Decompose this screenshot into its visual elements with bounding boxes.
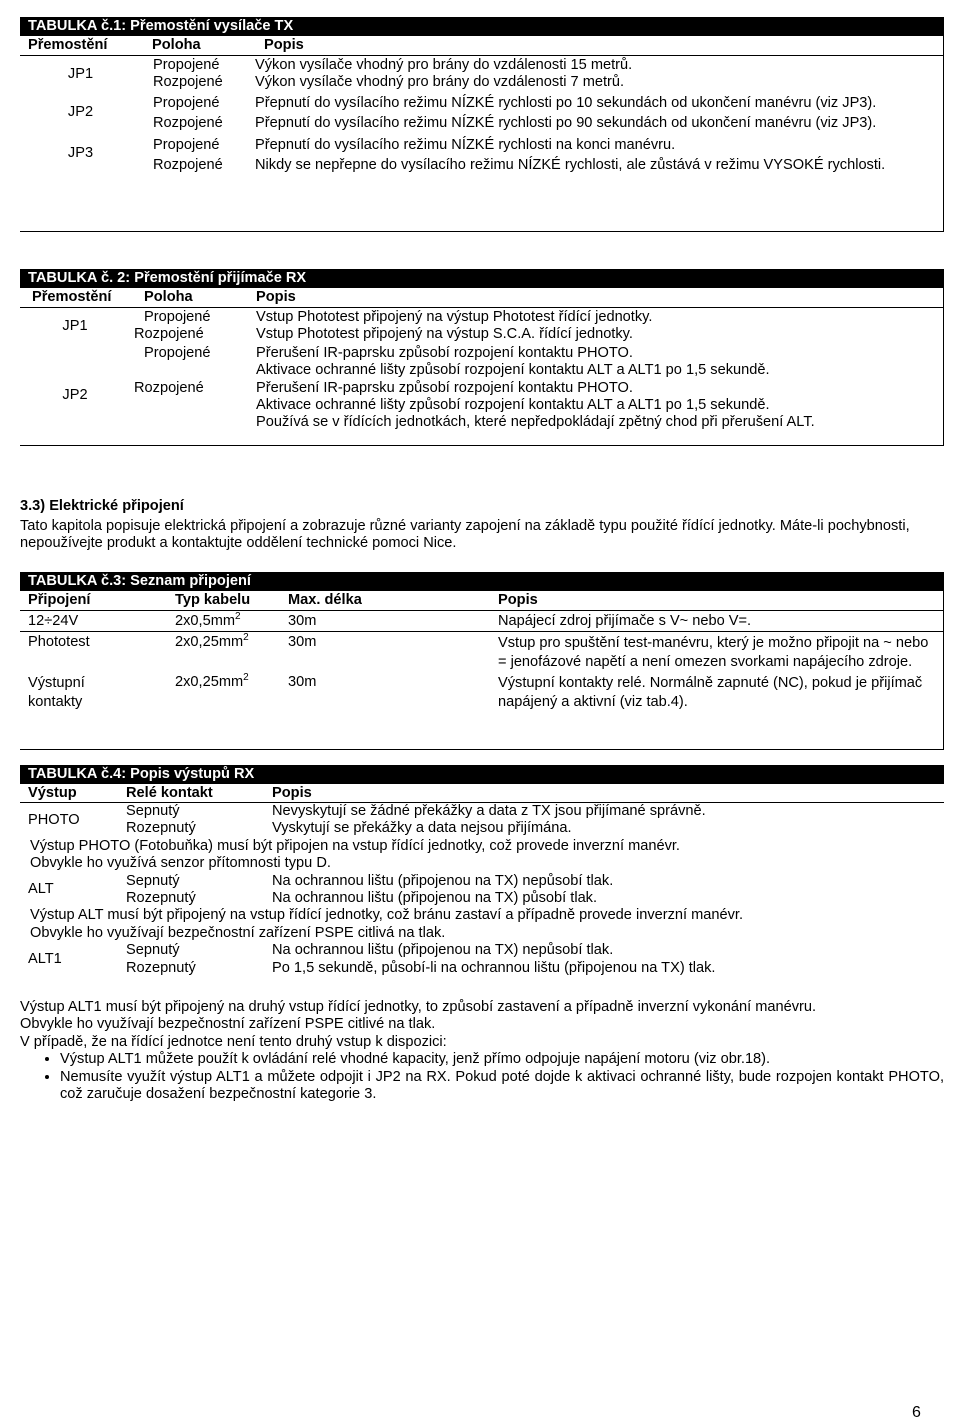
- page-number: 6: [912, 1404, 921, 1421]
- table-1: [20, 17, 944, 232]
- table-row: [141, 137, 943, 154]
- desc-cell: Napájecí zdroj přijímače s V~ nebo V=.: [498, 613, 752, 629]
- table-4-group-alt1: [20, 942, 944, 977]
- output-label: ALT: [28, 881, 54, 898]
- table-row: [126, 942, 944, 959]
- table-row: [20, 674, 943, 711]
- table-1-group-jp1: [20, 57, 943, 92]
- table-4-header-desc: Popis: [272, 785, 312, 801]
- desc-cell: Na ochrannou lištu (připojenou na TX) působí tlak.: [272, 890, 598, 907]
- table-row: [126, 820, 944, 837]
- list-item: • Výstup ALT1 můžete použít k ovládání relé vhodné kapacity, jenž přímo odpojuje napájení motoru (viz obr.18).: [60, 1051, 944, 1068]
- cable-value: 2x0,25mm: [175, 634, 244, 651]
- table-4-group-photo: [20, 803, 944, 838]
- description-cell: Vstup Phototest připojený na výstup S.C.A. řídící jednotky.: [256, 326, 633, 343]
- jumper-label: JP2: [67, 103, 94, 120]
- position-cell: Rozpojené: [153, 115, 223, 132]
- table-3-header-rule: [20, 610, 943, 611]
- cable-superscript: 2: [243, 672, 249, 684]
- table-3-header-row: [20, 591, 943, 610]
- table-1-title: TABULKA č.1: Přemostění vysílače TX: [20, 17, 943, 36]
- table-2-group-jp2: [20, 344, 943, 448]
- relay-cell: Sepnutý: [126, 942, 180, 959]
- table-1-header-position: Poloha: [152, 37, 201, 53]
- table-4-header-relay: Relé kontakt: [126, 785, 213, 801]
- cable-cell: [175, 674, 288, 711]
- table-1-header-row: [20, 36, 943, 55]
- description-cell: Vstup Phototest připojený na výstup Phototest řídící jednotky.: [256, 309, 653, 325]
- table-3-header-cable: Typ kabelu: [175, 592, 251, 608]
- output-label: ALT1: [28, 950, 62, 967]
- table-2-header-row: [20, 288, 943, 307]
- output-label: PHOTO: [28, 811, 80, 828]
- table-3-header-length: Max. délka: [288, 592, 362, 608]
- table-row: [126, 803, 944, 820]
- table-1-group-jp2: [20, 92, 943, 133]
- table-1-header-rule: [20, 55, 943, 56]
- position-cell: Rozpojené: [134, 326, 204, 343]
- table-row: [141, 57, 943, 74]
- length-cell: 30m: [288, 674, 317, 691]
- description-cell: Přepnutí do vysílacího režimu NÍZKÉ rychlosti po 90 sekundách od ukončení manévru (viz JP3).: [255, 115, 877, 132]
- description-cell: Nikdy se nepřepne do vysílacího režimu NÍZKÉ rychlosti, ale zůstává v režimu VYSOKÉ rychlosti.: [255, 157, 886, 174]
- table-4-header-row: [20, 784, 944, 802]
- description-line: Aktivace ochranné lišty způsobí rozpojení kontaktu ALT a ALT1 po 1,5 sekundě.: [256, 362, 770, 379]
- table-4-title: TABULKA č.4: Popis výstupů RX: [20, 765, 944, 784]
- position-cell: Propojené: [144, 344, 211, 361]
- position-cell: Rozpojené: [153, 157, 223, 174]
- list-item: • Nemusíte využít výstup ALT1 a můžete odpojit i JP2 na RX. Pokud poté dojde k aktivaci ochranné lišty, bude rozpojen kontakt PHOTO, což zaručuje dosažení bezpečnostní kategorie 3.: [60, 1069, 944, 1104]
- table-4-header-output: Výstup: [28, 785, 77, 801]
- table-row: [20, 634, 943, 671]
- position-cell: Propojené: [153, 57, 220, 73]
- table-row: [130, 309, 943, 326]
- cable-superscript: 2: [235, 611, 241, 623]
- table-row: [20, 613, 943, 630]
- table-1-group-jp3: [20, 134, 943, 175]
- table-3-header-conn: Připojení: [28, 592, 91, 608]
- table-row: [141, 95, 943, 112]
- cable-superscript: 2: [243, 632, 249, 644]
- description-cell: Přepnutí do vysílacího režimu NÍZKÉ rychlosti na konci manévru.: [255, 136, 676, 153]
- description-cell: Přepnutí do vysílacího režimu NÍZKÉ rychlosti po 10 sekundách od ukončení manévru (viz JP3).: [255, 94, 877, 111]
- relay-cell: Sepnutý: [126, 872, 180, 889]
- table-3-title: TABULKA č.3: Seznam připojení: [20, 572, 943, 591]
- note-line: Obvykle ho využívá senzor přítomnosti typu D.: [30, 855, 331, 872]
- desc-cell: Vstup pro spuštění test-manévru, který je možno připojit na ~ nebo = jenofázové napětí a není omezen svorkami napájecího zdroje.: [498, 635, 929, 670]
- tail-text: [20, 999, 944, 1103]
- section-paragraph: Tato kapitola popisuje elektrická připojení a zobrazuje různé varianty zapojení na základě typu použité řídící jednotky. Máte-li pochybnosti, nepoužívejte produkt a kontaktujte oddělení technické pomoci Nice.: [20, 518, 910, 552]
- tail-paragraph: V případě, že na řídící jednotce není tento druhý vstup k dispozici:: [20, 1033, 447, 1050]
- description-cell: Výkon vysílače vhodný pro brány do vzdálenosti 7 metrů.: [255, 74, 625, 91]
- table-2-header-desc: Popis: [256, 289, 296, 305]
- jumper-label: JP2: [62, 387, 88, 404]
- length-cell: 30m: [288, 613, 317, 629]
- conn-cell: 12÷24V: [28, 613, 79, 629]
- table-4: [20, 765, 944, 977]
- desc-cell: Po 1,5 sekundě, působí-li na ochrannou lištu (připojenou na TX) tlak.: [272, 959, 716, 976]
- relay-cell: Sepnutý: [126, 803, 180, 819]
- table-2-header-position: Poloha: [144, 289, 193, 305]
- table-row: [130, 380, 943, 432]
- table-3-header-desc: Popis: [498, 592, 538, 608]
- table-row: [141, 115, 943, 132]
- tail-paragraph: Obvykle ho využívají bezpečnostní zařízení PSPE citlivé na tlak.: [20, 1016, 436, 1033]
- table-row: [130, 345, 943, 380]
- desc-cell: Na ochrannou lištu (připojenou na TX) nepůsobí tlak.: [272, 942, 614, 959]
- table-row: [141, 157, 943, 174]
- table-2-header-rule: [20, 307, 943, 308]
- conn-cell: Výstupní kontakty: [28, 675, 85, 710]
- description-line: Přerušení IR-paprsku způsobí rozpojení kontaktu PHOTO.: [256, 344, 633, 361]
- jumper-label: JP1: [67, 65, 94, 82]
- position-cell: Rozpojené: [134, 379, 204, 396]
- relay-cell: Rozepnutý: [126, 959, 196, 976]
- cable-value: 2x0,5mm: [175, 613, 236, 629]
- table-1-header-desc: Popis: [264, 37, 304, 53]
- position-cell: Rozpojené: [153, 74, 223, 91]
- position-cell: Propojené: [153, 136, 220, 153]
- cable-cell: [175, 613, 288, 630]
- tail-paragraph: Výstup ALT1 musí být připojený na druhý vstup řídící jednotky, to způsobí zastavení a případně inverzní vykonání manévru.: [20, 999, 817, 1015]
- cable-cell: [175, 634, 288, 671]
- jumper-label: JP3: [67, 145, 94, 162]
- table-1-header-jumper: Přemostění: [28, 37, 108, 53]
- table-row: [126, 960, 944, 977]
- note-line: Výstup ALT musí být připojený na vstup řídící jednotky, což bránu zastaví a případně provede inverzní manévr.: [30, 907, 744, 924]
- relay-cell: Rozepnutý: [126, 820, 196, 837]
- cable-value: 2x0,25mm: [175, 674, 244, 691]
- table-4-group-alt: [20, 873, 944, 908]
- note-line: Obvykle ho využívají bezpečnostní zařízení PSPE citlivá na tlak.: [30, 924, 446, 941]
- note-line: Výstup PHOTO (Fotobuňka) musí být připojen na vstup řídící jednotky, což provede inverzní manévr.: [30, 837, 680, 854]
- table-row: [126, 873, 944, 890]
- position-cell: Propojené: [153, 94, 220, 111]
- length-cell: 30m: [288, 634, 317, 651]
- table-row: [141, 74, 943, 91]
- conn-cell: Phototest: [28, 634, 90, 651]
- desc-cell: Výstupní kontakty relé. Normálně zapnuté (NC), pokud je přijímač napájený a aktivní (viz tab.4).: [498, 675, 923, 710]
- position-cell: Propojené: [144, 309, 211, 325]
- table-row: [126, 890, 944, 907]
- bullet-list: [20, 1051, 944, 1103]
- row-rule: [20, 631, 943, 632]
- relay-cell: Rozepnutý: [126, 890, 196, 907]
- desc-cell: Na ochrannou lištu (připojenou na TX) nepůsobí tlak.: [272, 872, 614, 889]
- jumper-label: JP1: [62, 317, 88, 334]
- description-line: Přerušení IR-paprsku způsobí rozpojení kontaktu PHOTO.: [256, 379, 633, 396]
- table-2-header-jumper: Přemostění: [32, 289, 112, 305]
- section-heading: 3.3) Elektrické připojení: [20, 498, 184, 514]
- table-3: [20, 572, 944, 750]
- table-row: [130, 326, 943, 343]
- description-line: Aktivace ochranné lišty způsobí rozpojení kontaktu ALT a ALT1 po 1,5 sekundě.: [256, 397, 770, 414]
- table-2-group-jp1: [20, 309, 943, 344]
- desc-cell: Nevyskytují se žádné překážky a data z TX jsou přijímané správně.: [272, 803, 706, 819]
- description-line: Používá se v řídících jednotkách, které nepředpokládají zpětný chod při přerušení ALT.: [256, 414, 815, 431]
- description-cell: Výkon vysílače vhodný pro brány do vzdálenosti 15 metrů.: [255, 57, 633, 73]
- desc-cell: Vyskytují se překážky a data nejsou přijímána.: [272, 820, 572, 837]
- table-2-title: TABULKA č. 2: Přemostění přijímače RX: [20, 269, 943, 288]
- table-2: [20, 269, 944, 446]
